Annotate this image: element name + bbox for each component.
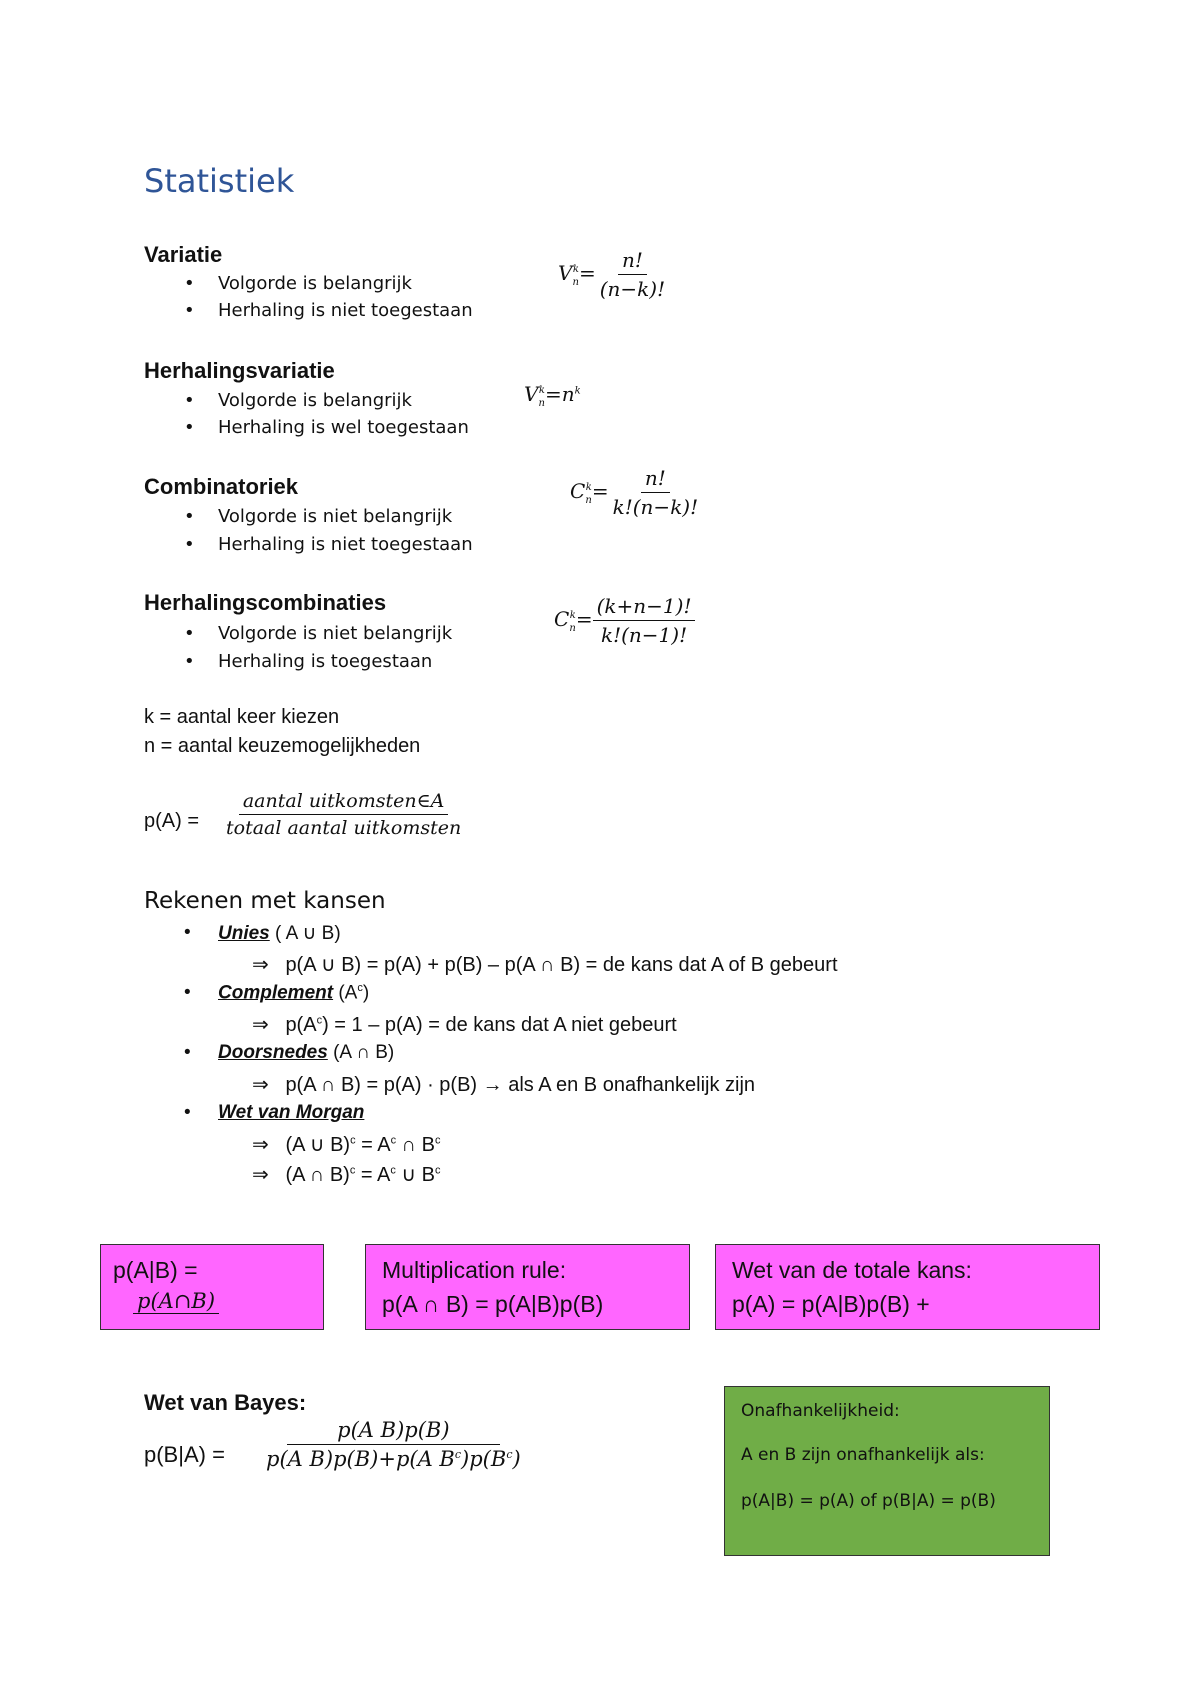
bullet: • Herhaling is niet toegestaan xyxy=(184,534,473,555)
box-conditional: p(A|B) = p(A∩B) xyxy=(100,1244,324,1330)
rule-morgan: • Wet van Morgan xyxy=(184,1102,365,1123)
bullet: • Volgorde is niet belangrijk xyxy=(184,506,453,527)
box-total-probability: Wet van de totale kans: p(A) = p(A|B)p(B) + xyxy=(715,1244,1100,1330)
formula-variatie: $V_n^k=$ $\frac{n!}{(n-k)!}$ xyxy=(558,248,666,301)
bullet: • Herhaling is niet toegestaan xyxy=(184,300,473,321)
rule-doorsnedes: • Doorsnedes (A ∩ B) xyxy=(184,1042,395,1063)
rule-morgan-formula-2: ⇒ (A ∩ $B)^c = A^c$ ∪ $B^c$ xyxy=(252,1164,441,1186)
box-multiplication: Multiplication rule: p(A ∩ B) = p(A|B)p(B) xyxy=(365,1244,690,1330)
formula-combinatoriek: $C_n^k=$ $\frac{n!}{k!(n-k)!}$ xyxy=(570,466,699,519)
bullet: • Volgorde is niet belangrijk xyxy=(184,623,453,644)
rule-unies-formula: ⇒ p(A ∪ B) = p(A) + p(B) – p(A ∩ B) = de kans dat A of B gebeurt xyxy=(252,954,838,976)
rule-complement: • Complement $(A^c)$ xyxy=(184,982,370,1004)
heading-bayes: Wet van Bayes: xyxy=(144,1390,307,1415)
heading-herhalingscombinaties: Herhalingscombinaties xyxy=(144,590,387,615)
heading-rekenen: Rekenen met kansen xyxy=(144,888,386,914)
rule-morgan-formula-1: ⇒ (A ∪ $B)^c = A^c$ ∩ $B^c$ xyxy=(252,1134,441,1156)
box-independence: Onafhankelijkheid: A en B zijn onafhankelijk als: p(A|B) = p(A) of p(B|A) = p(B) xyxy=(724,1386,1050,1556)
pa-fraction: $\frac{\text{aantal uitkomsten∈A}}{\text{totaal aantal uitkomsten}}$ xyxy=(226,790,462,839)
definition-k: k = aantal keer kiezen xyxy=(144,706,340,728)
formula-herhalingsvariatie: $V_n^k=n^k$ xyxy=(524,382,581,409)
bullet: • Herhaling is toegestaan xyxy=(184,651,433,672)
page-title: Statistiek xyxy=(144,162,295,200)
heading-combinatoriek: Combinatoriek xyxy=(144,474,299,499)
rule-doorsnedes-formula: ⇒ p(A ∩ B) = p(A) · p(B) → als A en B onafhankelijk zijn xyxy=(252,1074,756,1096)
heading-variatie: Variatie xyxy=(144,242,223,267)
formula-herhalingscombinaties: $C_n^k=$ $\frac{(k+n-1)!}{k!(n-1)!}$ xyxy=(554,594,695,647)
definition-n: n = aantal keuzemogelijkheden xyxy=(144,735,421,757)
bayes-fraction: $\frac{\text{p(A B)p(B)}}{p(A B)p(B)+p(A B^c)p(B^c)}$ xyxy=(266,1418,521,1471)
rule-complement-formula: ⇒ $p(A^c) = 1 - p(A)$ = de kans dat A niet gebeurt xyxy=(252,1014,677,1036)
bayes-lhs: p(B|A) = xyxy=(144,1442,225,1467)
rule-unies: • Unies ( A ∪ B) xyxy=(184,922,341,944)
heading-herhalingsvariatie: Herhalingsvariatie xyxy=(144,358,335,383)
bullet: • Volgorde is belangrijk xyxy=(184,390,412,411)
bullet: • Herhaling is wel toegestaan xyxy=(184,417,469,438)
bullet: • Volgorde is belangrijk xyxy=(184,273,412,294)
pa-label: p(A) = xyxy=(144,810,200,832)
